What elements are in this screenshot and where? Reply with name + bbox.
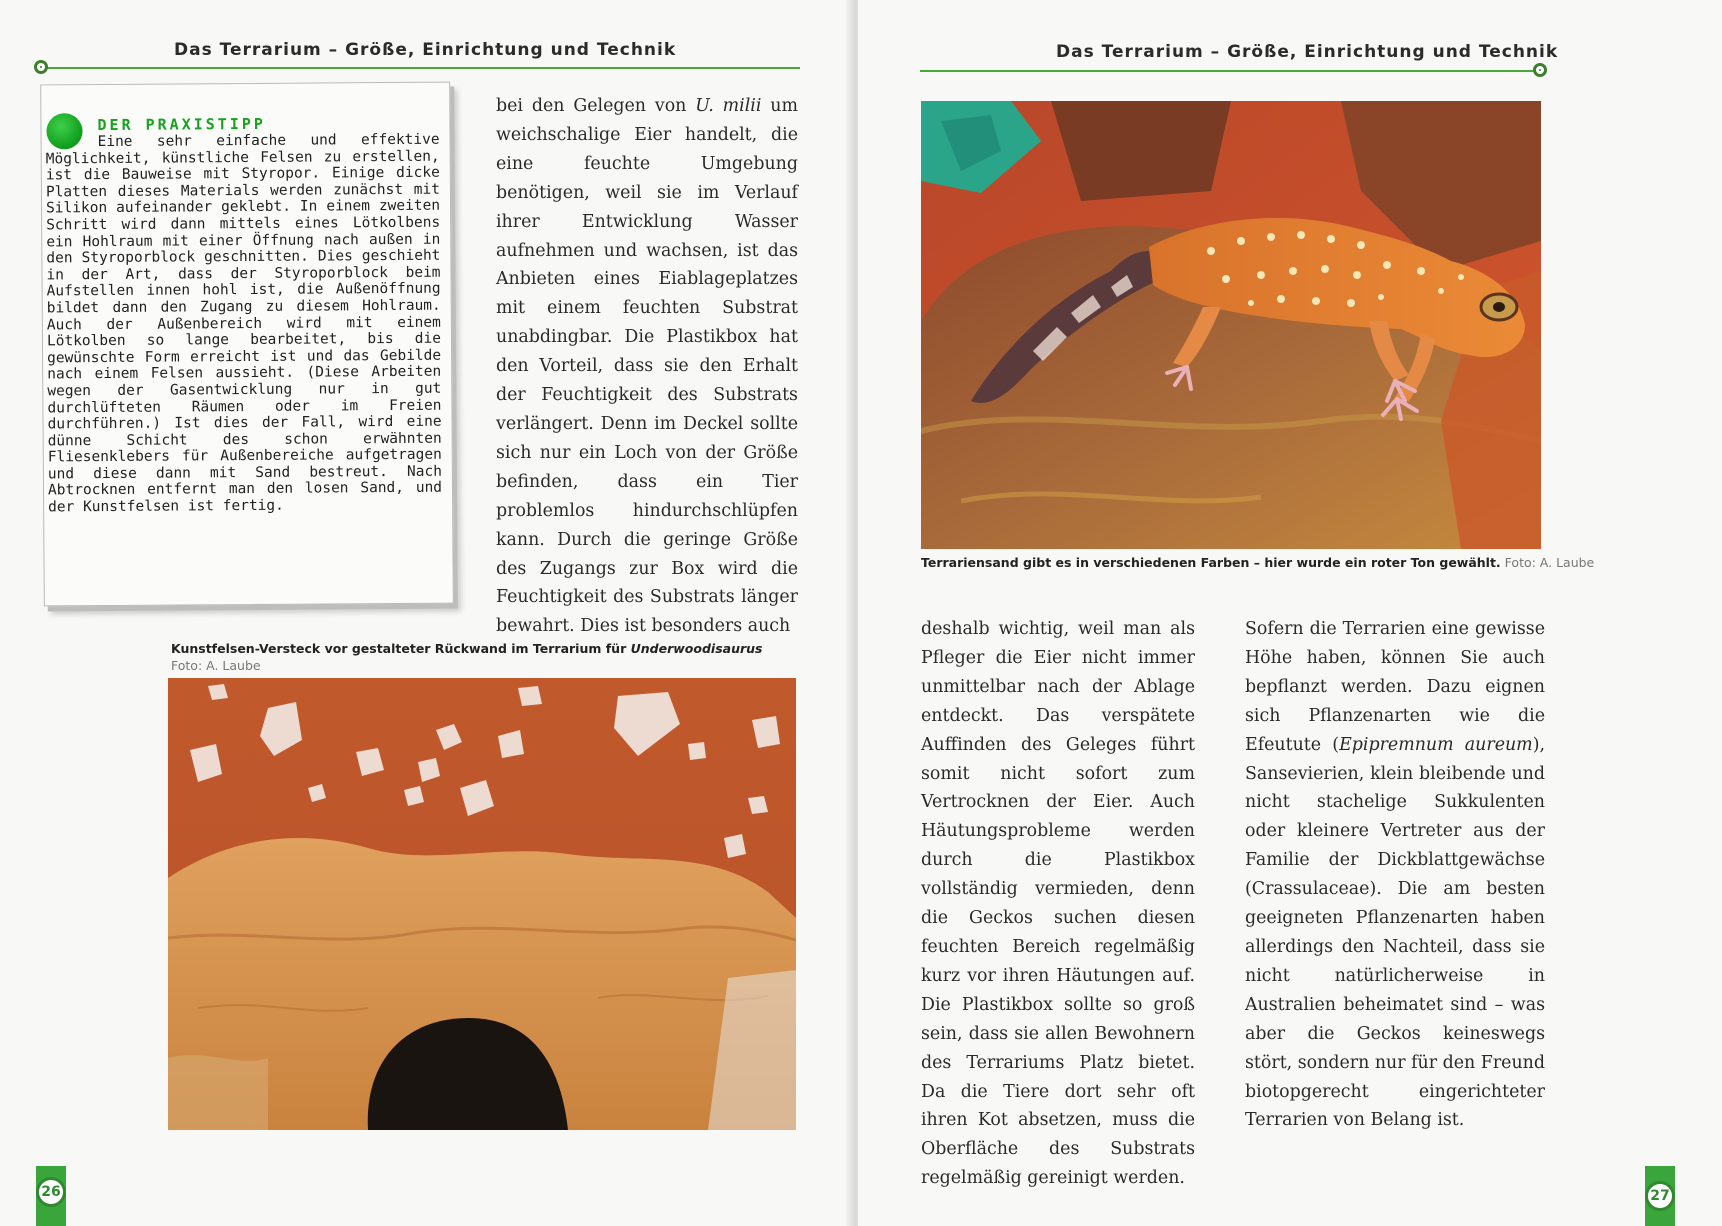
header-rule-right	[920, 70, 1542, 72]
right-body-column-1: deshalb wichtig, weil man als Pfleger die Eier nicht immer unmittelbar nach der Ablage entdeckt. Das verspätete Auffinden des Geleges führt somit nicht sofort zum Vertrocknen der Eier. Auch Häutungsprobleme werden durch die Plastikbox vollständig vermieden, denn die Geckos suchen diesen feuchten Bereich regelmäßig kurz vor ihren Häutungen auf. Die Plastikbox sollte so groß sein, dass sie allen Bewohnern des Terrariums Platz bietet. Da die Tiere dort sehr oft ihren Kot absetzen, muss die Oberfläche des Substrats regelmäßig gereinigt werden.	[921, 619, 1195, 1189]
species-epipremnum: Epipremnum aureum	[1339, 734, 1533, 755]
left-body-text-pre: bei den Gelegen von	[496, 96, 696, 116]
page-number-tab-left	[36, 1166, 66, 1226]
right-caption-text: Terrariensand gibt es in verschiedenen Farben – hier wurde ein roter Ton gewählt.	[921, 555, 1501, 570]
praxistipp-text: Eine sehr einfache und effektive Möglichkeit, künstliche Felsen zu erstellen, ist die Bauweise mit Styropor. Einige dicke Platten dieses Materials werden zunächst mit Silikon aufeinander geklebt. In einem zweiten Schritt wird dann mittels eines Lötkolbens ein Hohlraum mit einer Öffnung nach außen in den Styroporblock geschnitten. Dies geschieht in der Art, dass der Styroporblock beim Aufstellen innen hohl ist, die Außenöffnung bildet dann den Zugang zu diesem Hohlraum. Auch der Außenbereich wird mit einem Lötkolben so lange bearbeitet, bis die gewünschte Form erreicht ist und das Gebilde nach einem Felsen aussieht. (Diese Arbeiten wegen der Gasentwicklung nur in gut durchlüfteten Räumen oder im Freien durchführen.) Ist dies der Fall, wird eine dünne Schicht des schon erwähnten Fliesenklebers für Außenbereiche aufgetragen und diese dann mit Sand bestreut. Nach Abtrocknen entfernt man den losen Sand, und der Kunstfelsen ist fertig.	[45, 131, 443, 516]
left-body-text-post: um weichschalige Eier handelt, die eine feuchte Umgebung benötigen, weil sie im Verlauf ihrer Entwicklung Wasser aufnehmen und wachsen, ist das Anbieten eines Eiablageplatzes mit einem feuchten Substrat unabdingbar. Die Plastikbox hat den Vorteil, dass sie den Erhalt der Feuchtigkeit des Substrats verlängert. Denn im Deckel sollte sich nur ein Loch von der Größe befinden, dass ein Tier problemlos hindurchschlüpfen kann. Durch die geringe Größe des Zugangs zur Box wird die Feuchtigkeit des Substrats länger bewahrt. Dies ist besonders auch	[496, 96, 798, 637]
right-photo-caption	[921, 555, 1594, 570]
header-rule-dot-left	[34, 60, 48, 74]
header-rule-left	[44, 67, 800, 69]
page-left	[0, 0, 852, 1226]
photo-gecko-red-sand	[921, 101, 1541, 549]
right-photo-credit: Foto: A. Laube	[1504, 555, 1595, 570]
page-number-right: 27	[1645, 1181, 1675, 1211]
left-photo-caption	[171, 641, 762, 656]
right-col2-text-post: ), Sansevierien, klein bleibende und nicht stachelige Sukkulenten oder kleinere Vertreter aus der Familie der Dickblattgewächse (Crassulaceae). Die am besten geeigneten Pflanzenarten haben allerdings den Nachteil, dass sie nicht natürlicherweise in Australien beheimatet sind – was aber die Geckos keineswegs stört, sondern nur für den Freund biotopgerecht eingerichteter Terrarien von Belang ist.	[1245, 734, 1546, 1131]
page-number-tab-right	[1645, 1166, 1675, 1226]
left-caption-species: Underwoodisaurus	[630, 641, 763, 656]
left-caption-text: Kunstfelsen-Versteck vor gestalteter Rückwand im Terrarium für	[171, 641, 631, 656]
gecko-illustration	[921, 101, 1541, 549]
praxistipp-title: DER PRAXISTIPP	[97, 114, 266, 135]
artificial-rock-illustration	[168, 678, 796, 1130]
praxistipp-box	[40, 82, 454, 607]
right-col2-text-pre: Sofern die Terrarien eine gewisse Höhe haben, können Sie auch bepflanzt werden. Dazu eignen sich Pflanzenarten wie die Efeutute (	[1245, 619, 1545, 755]
running-head-left: Das Terrarium – Größe, Einrichtung und Technik	[174, 40, 677, 60]
species-u-milii: U. milii	[695, 96, 762, 116]
page-number-left: 26	[36, 1177, 66, 1207]
left-body-column	[496, 92, 798, 641]
running-head-right: Das Terrarium – Größe, Einrichtung und Technik	[1056, 42, 1559, 62]
page-right	[858, 0, 1722, 1226]
photo-artificial-rock-hide	[168, 678, 796, 1130]
left-photo-credit: Foto: A. Laube	[171, 658, 261, 673]
right-body-column-2	[1245, 615, 1545, 1135]
header-rule-dot-right	[1533, 63, 1547, 77]
